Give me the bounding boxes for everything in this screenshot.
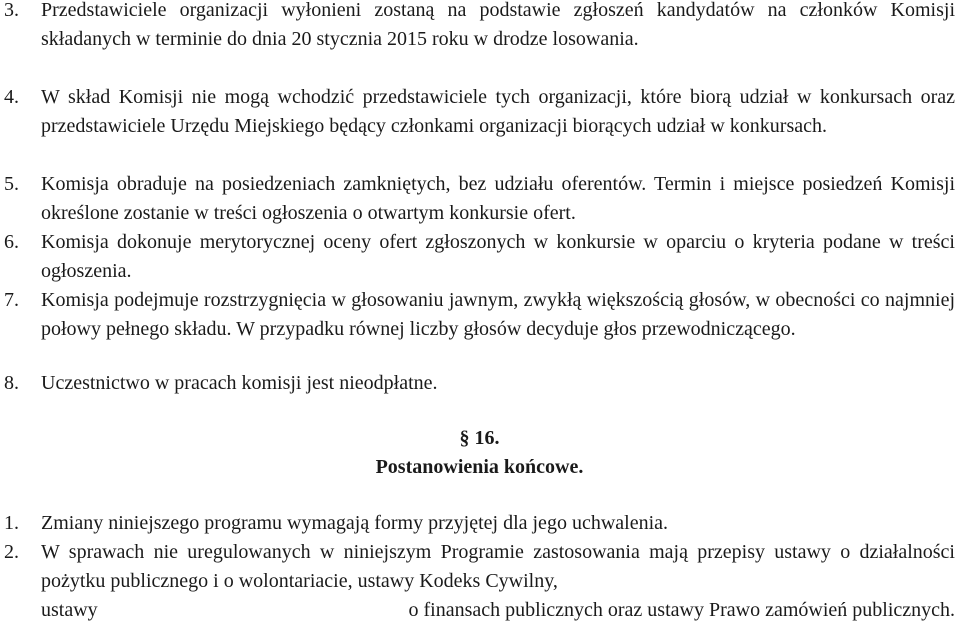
item-text bbox=[41, 538, 955, 625]
item-text: Komisja podejmuje rozstrzygnięcia w głosowaniu jawnym, zwykłą większością głosów, w obecności co najmniej połowy pełnego składu. W przypadku równej liczby głosów decyduje głos przewodniczącego. bbox=[41, 289, 955, 340]
item-number: 2. bbox=[4, 541, 19, 563]
item-text-last-line bbox=[41, 596, 955, 625]
item-number: 7. bbox=[4, 289, 19, 311]
list-item bbox=[4, 538, 955, 625]
list-item bbox=[4, 369, 955, 398]
list-item bbox=[4, 0, 955, 54]
list-item bbox=[4, 228, 955, 286]
item-number: 4. bbox=[4, 86, 19, 108]
item-number: 5. bbox=[4, 173, 19, 195]
item-number: 8. bbox=[4, 372, 19, 394]
list-item bbox=[4, 83, 955, 141]
item-text: Uczestnictwo w pracach komisji jest nieodpłatne. bbox=[41, 372, 438, 394]
list-item bbox=[4, 170, 955, 228]
item-number: 3. bbox=[4, 0, 19, 21]
item-number: 1. bbox=[4, 512, 19, 534]
item-text: W skład Komisji nie mogą wchodzić przedstawiciele tych organizacji, które biorą udział w konkursach oraz przedstawiciele Urzędu Miejskiego będący członkami organizacji biorących udział w konkursach. bbox=[41, 86, 955, 137]
item-text-last-right: o finansach publicznych oraz ustawy Prawo zamówień publicznych. bbox=[408, 599, 955, 621]
list-item bbox=[4, 509, 955, 538]
item-text: Komisja obraduje na posiedzeniach zamkniętych, bez udziału oferentów. Termin i miejsce posiedzeń Komisji określone zostanie w treści ogłoszenia o otwartym konkursie ofert. bbox=[41, 173, 955, 224]
item-text: Przedstawiciele organizacji wyłonieni zostaną na podstawie zgłoszeń kandydatów na członków Komisji składanych w terminie do dnia 20 stycznia 2015 roku w drodze losowania. bbox=[41, 0, 955, 50]
item-text: Komisja dokonuje merytorycznej oceny ofert zgłoszonych w konkursie w oparciu o kryteria podane w treści ogłoszenia. bbox=[41, 231, 955, 282]
item-text-main: W sprawach nie uregulowanych w niniejszym Programie zastosowania mają przepisy ustawy o działalności pożytku publicznego i o wolontariacie, ustawy Kodeks Cywilny, bbox=[41, 541, 955, 592]
list-item bbox=[4, 286, 955, 344]
section-number: § 16. bbox=[459, 427, 500, 449]
section-title: Postanowienia końcowe. bbox=[375, 456, 584, 478]
item-text-last-left: ustawy bbox=[41, 599, 98, 621]
item-text: Zmiany niniejszego programu wymagają formy przyjętej dla jego uchwalenia. bbox=[41, 512, 669, 534]
item-number: 6. bbox=[4, 231, 19, 253]
